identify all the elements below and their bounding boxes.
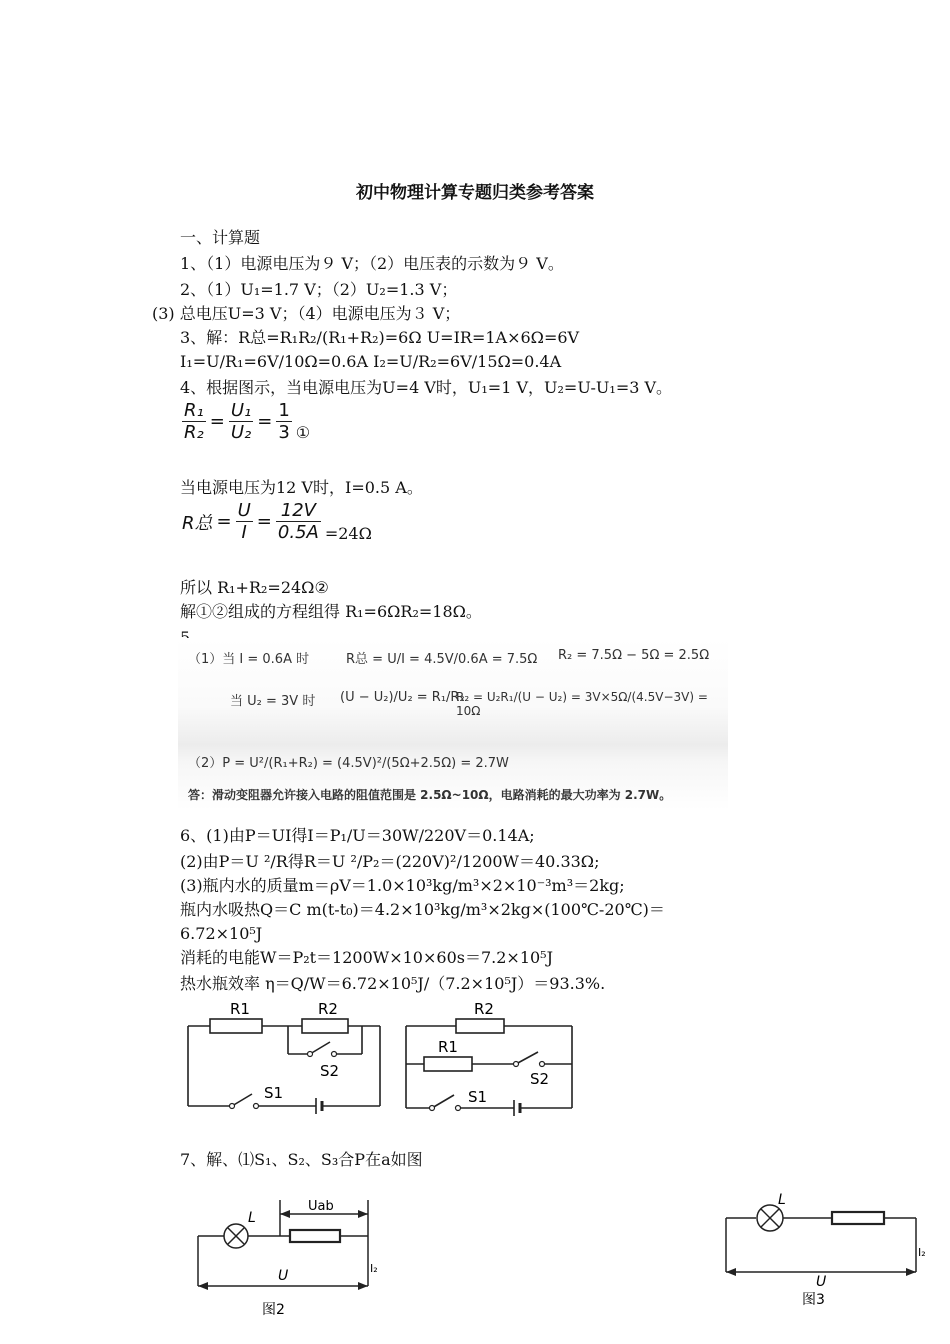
answer-7-intro: 7、解、⑴S₁、S₂、S₃合P在a如图	[180, 1150, 423, 1169]
fraction-r1-r2	[182, 400, 206, 443]
fig2-uab-label: Uab	[308, 1199, 334, 1214]
fraction-u1-u2	[229, 400, 253, 443]
scan-line-1a: （1）当 I = 0.6A 时	[188, 652, 310, 667]
label-s1: S1	[264, 1084, 284, 1102]
ratio-equation: $\frac{\text{R₁}}{\text{R₂}}$ = $\frac{\text{U₁}}{\text{U₂}}$ = $\frac{1}{3}$ ①	[184, 400, 311, 443]
fig3-u-label: U	[816, 1274, 827, 1290]
answer-6-line1: 6、(1)由P＝UI得I＝P₁/U＝30W/220V＝0.14A;	[180, 826, 535, 845]
scan-line-2b: (U − U₂)/U₂ = R₁/R₂	[340, 690, 465, 705]
fig3-caption: 图3	[802, 1292, 825, 1308]
circuit-diagram-right	[400, 998, 580, 1116]
label-s1-right: S1	[468, 1088, 488, 1106]
answer-4-sum: 所以 R₁+R₂=24Ω②	[180, 578, 329, 597]
fig3-lamp-label: L	[778, 1192, 786, 1208]
frac-i: I	[241, 522, 247, 543]
result-24-ohm: =24Ω	[324, 524, 372, 543]
scan-line-1b: R总 = U/I = 4.5V/0.6A = 7.5Ω	[346, 652, 538, 667]
answer-2b: (3) 总电压U=3 V；（4）电源电压为３ V；	[152, 304, 461, 323]
section-heading: 一、计算题	[180, 228, 261, 247]
circuit-diagram-left	[180, 998, 390, 1116]
label-r2-right: R2	[474, 1000, 494, 1018]
scan-line-1c: R₂ = 7.5Ω − 5Ω = 2.5Ω	[558, 648, 710, 663]
scanned-solution-image	[178, 638, 728, 810]
answer-6-line3: (3)瓶内水的质量m＝ρV＝1.0×10³kg/m³×2×10⁻³m³＝2kg;	[180, 876, 625, 895]
label-r1-right: R1	[438, 1038, 458, 1056]
frac-12v: 12V	[276, 500, 321, 522]
frac-one: 1	[278, 400, 290, 421]
answer-6-line2: (2)由P＝U ²/R得R＝U ²/P₂＝(220V)²/1200W＝40.33Ω;	[180, 852, 600, 871]
answer-1: 1、（1）电源电压为９ V；（2）电压表的示数为９ V。	[180, 254, 564, 273]
frac-05a: 0.5A	[277, 522, 319, 543]
figure-2-diagram	[190, 1192, 390, 1324]
figure-3-diagram	[720, 1190, 942, 1314]
fraction-one-third	[276, 400, 291, 443]
label-s2-right: S2	[530, 1070, 550, 1088]
frac-u1: U₁	[230, 400, 252, 421]
label-r1: R1	[230, 1000, 250, 1018]
answer-3a: 3、解：R总=R₁R₂/(R₁+R₂)=6Ω U=IR=1A×6Ω=6V	[180, 328, 580, 347]
scan-line-2a: 当 U₂ = 3V 时	[230, 694, 316, 709]
fig2-lamp-label: L	[248, 1210, 256, 1226]
frac-r1: R₁	[184, 400, 204, 421]
fraction-12v-05a	[276, 500, 321, 543]
answer-4-case2: 当电源电压为12 V时，I=0.5 A。	[180, 478, 423, 497]
label-r2: R2	[318, 1000, 338, 1018]
label-s2: S2	[320, 1062, 340, 1080]
frac-three: 3	[278, 422, 290, 443]
answer-4-solve: 解①②组成的方程组得 R₁=6ΩR₂=18Ω。	[180, 602, 482, 621]
fig2-u-label: U	[278, 1268, 289, 1284]
page-title: 初中物理计算专题归类参考答案	[356, 183, 594, 203]
answer-6-line6: 消耗的电能W＝P₂t＝1200W×10×60s＝7.2×10⁵J	[180, 948, 554, 967]
fig2-current-label: I₂	[370, 1262, 378, 1275]
scan-answer: 答：滑动变阻器允许接入电路的阻值范围是 2.5Ω~10Ω，电路消耗的最大功率为 2.7W。	[188, 788, 672, 802]
answer-6-line4: 瓶内水吸热Q＝C m(t-t₀)＝4.2×10³kg/m³×2kg×(100℃-20℃)＝	[180, 900, 665, 919]
frac-r2: R₂	[184, 422, 204, 443]
r-total-symbol: R总	[182, 512, 213, 534]
frac-u2: U₂	[230, 422, 252, 443]
equation-mark-1: ①	[295, 423, 311, 442]
fig2-caption: 图2	[262, 1302, 285, 1318]
fig3-current-label: I₂	[918, 1246, 926, 1259]
answer-6-line5: 6.72×10⁵J	[180, 924, 263, 943]
answer-4-intro: 4、根据图示，当电源电压为U=4 V时，U₁=1 V，U₂=U-U₁=3 V。	[180, 378, 673, 397]
scan-line-3: （2）P = U²/(R₁+R₂) = (4.5V)²/(5Ω+2.5Ω) = 2.7W	[188, 756, 509, 771]
answer-2a: 2、（1）U₁=1.7 V；（2）U₂=1.3 V；	[180, 280, 458, 299]
total-resistance-equation: R总 = $\frac{U}{I}$ = $\frac{12V}{0.5A}$ =24Ω	[182, 500, 372, 543]
scan-line-2c: R₂ = U₂R₁/(U − U₂) = 3V×5Ω/(4.5V−3V) = 10Ω	[456, 690, 708, 718]
frac-u: U	[237, 500, 251, 521]
answer-6-line7: 热水瓶效率 η＝Q/W＝6.72×10⁵J/（7.2×10⁵J）＝93.3%.	[180, 974, 606, 993]
answer-3b: I₁=U/R₁=6V/10Ω=0.6A I₂=U/R₂=6V/15Ω=0.4A	[180, 352, 562, 371]
fraction-u-i	[236, 500, 253, 543]
